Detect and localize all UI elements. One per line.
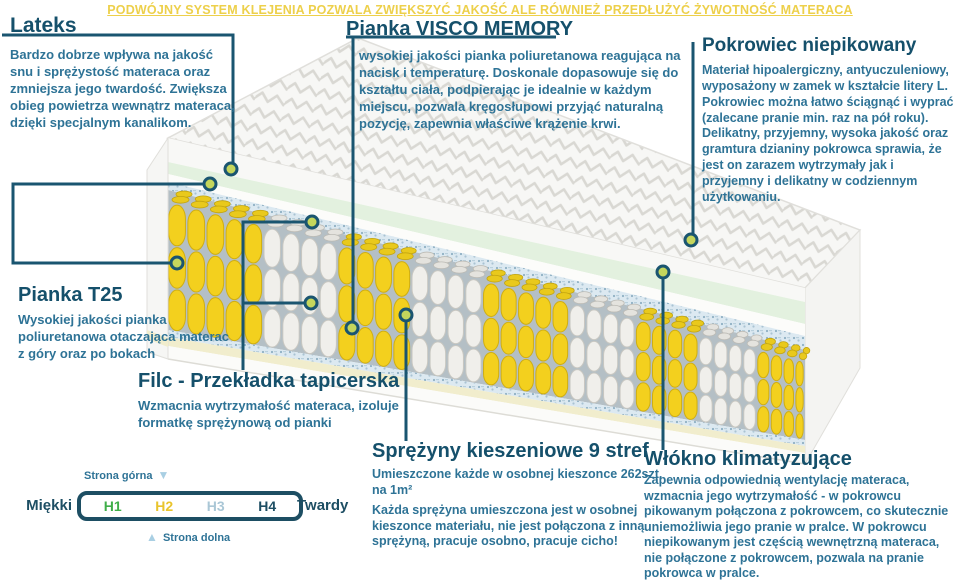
callout-visco	[346, 19, 682, 132]
hardness-level-h4: H4	[258, 498, 277, 514]
callout-filc	[138, 371, 453, 432]
pokrowiec-marker	[685, 234, 697, 246]
hardness-level-h3: H3	[206, 498, 225, 514]
wlokno-body: Zapewnia odpowiednią wentylację materaca, wzmacnia jego wytrzymałość - w pokrowcu pikowanym połączona z pokrowcem, co skutecznie uniemożliwia jego pranie w pralce. W pokrowcu niepikowanym jest częścią wewnętrzną materaca, nie połączone z pokrowcem, pozwala na pranie pokrowca w pralce.	[644, 473, 949, 580]
filc-bottom-marker	[305, 297, 317, 309]
pokrowiec-body: Materiał hipoalergiczny, antyuczuleniowy, wyposażony w zamek w kształcie litery L. Pokrowiec można łatwo ściągnąć i wyprać (zalecane pranie min. raz na pół roku). Delikatny, przyjemny, wysoka jakość oraz gramtura dzianiny pokrowca sprawia, że jest on zarazem wytrzymały jak i przyjemny i delikatny w codziennym użytkowaniu.	[702, 62, 954, 204]
filc-top-marker	[306, 216, 318, 228]
hard-label: Twardy	[297, 497, 349, 514]
lateks-title: Lateks	[10, 14, 77, 37]
filc-title: Filc - Przekładka tapicerska	[138, 370, 400, 392]
top-side-label	[84, 468, 171, 482]
hardness-scale	[0, 462, 360, 562]
t25-side-marker	[171, 257, 183, 269]
hardness-level-h1: H1	[103, 498, 122, 514]
bottom-side-text: Strona dolna	[162, 532, 231, 544]
wlokno-title: Włókno klimatyzujące	[644, 448, 852, 470]
t25-title: Pianka T25	[18, 284, 123, 306]
filc-body: Wzmacnia wytrzymałość materaca, izoluje formatkę sprężynową od pianki	[138, 398, 399, 430]
visco-marker	[346, 322, 358, 334]
banner-headline: PODWÓJNY SYSTEM KLEJENIA POZWALA ZWIĘKSZYĆ JAKOŚĆ ALE RÓWNIEŻ PRZEDŁUŻYĆ ŻYWOTNOŚĆ MATERACA	[107, 3, 853, 17]
t25-top-marker	[204, 178, 216, 190]
sprezyny-marker	[400, 309, 412, 321]
pokrowiec-title: Pokrowiec niepikowany	[702, 35, 917, 56]
soft-label: Miękki	[26, 497, 72, 514]
visco-title: Pianka VISCO MEMORY	[346, 18, 574, 40]
sprezyny-body-2: Każda sprężyna umieszczona jest w osobnej kieszonce materiału, nie jest połączona z inną sprężyną, pracuje osobno, pracuje cicho!	[372, 503, 645, 548]
arrow-down-icon: ▼	[157, 468, 170, 482]
lateks-marker	[225, 163, 237, 175]
callout-pokrowiec	[702, 36, 956, 206]
callout-t25	[18, 285, 233, 363]
lateks-body: Bardzo dobrze wpływa na jakość snu i sprężystość materaca oraz zmniejsza jego twardość. Zwiększa obieg powietrza wewnątrz materaca, dzięki specjalnym kanalikom.	[10, 47, 235, 130]
visco-body: wysokiej jakości pianka poliuretanowa reagująca na nacisk i temperaturę. Doskonale dopasowuje się do kształtu ciała, podpierając je idealnie w każdym miejscu, pozwala kręgosłupowi przyjąć naturalną pozycję, zapewnia właściwe krążenie krwi.	[359, 48, 681, 131]
bottom-side-label	[144, 530, 230, 544]
callout-wlokno	[644, 449, 958, 582]
callout-sprezyny	[372, 441, 672, 550]
arrow-up-icon: ▲	[146, 530, 158, 544]
t25-body: Wysokiej jakości pianka poliuretanowa otaczająca materac z góry oraz po bokach	[18, 312, 229, 361]
sprezyny-body-1: Umieszczone każde w osobnej kieszonce 262szt. na 1m²	[372, 467, 663, 497]
wlokno-marker	[657, 266, 669, 278]
callout-lateks	[10, 15, 238, 132]
sprezyny-title: Sprężyny kieszeniowe 9 stref	[372, 440, 649, 462]
hardness-level-h2: H2	[155, 498, 174, 514]
hardness-scale-box	[77, 491, 303, 521]
top-side-text: Strona górna	[84, 470, 153, 482]
